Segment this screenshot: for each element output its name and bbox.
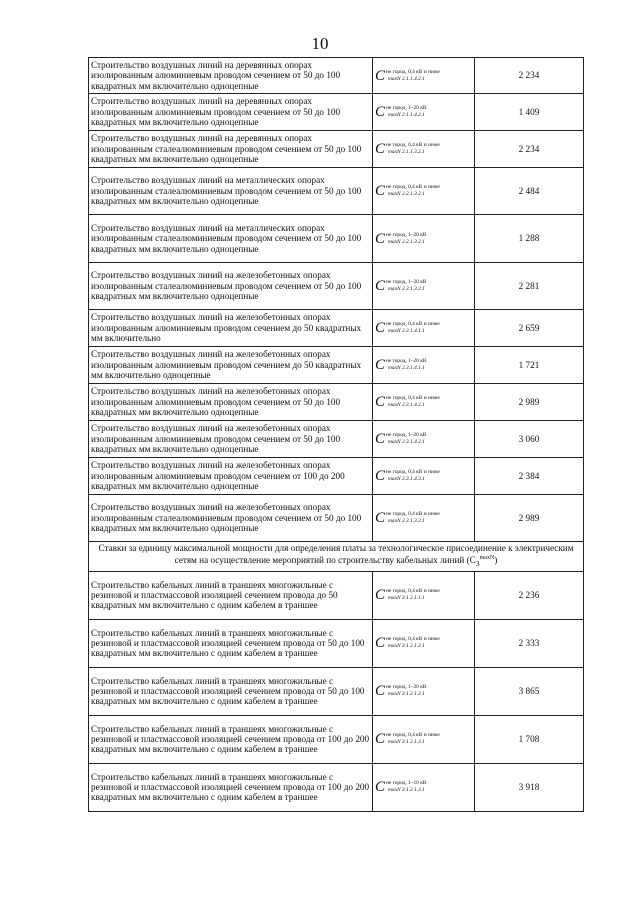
section-heading-row xyxy=(89,542,584,572)
rate-index: maxN 2.3.1.3.2.1 xyxy=(388,518,425,524)
rate-value: 1 708 xyxy=(475,715,584,763)
rate-index: maxN 2.2.1.3.2.1 xyxy=(388,238,425,245)
rate-condition: не город, 1–10 кВ xyxy=(386,780,427,787)
rate-value: 2 659 xyxy=(475,310,584,347)
rate-index: maxN 2.3.1.4.2.1 xyxy=(388,402,425,408)
rate-symbol: C xyxy=(375,731,386,747)
row-description: Строительство воздушных линий на деревянных опорах изолированным сталеалюминиевым проводом сечением от 50 до 100 квадратных мм включительно одноцепные xyxy=(89,131,373,168)
rate-code xyxy=(373,667,475,715)
rate-condition: не город, 0,4 кВ и ниже xyxy=(386,184,440,190)
table-row xyxy=(89,667,584,715)
rate-code xyxy=(373,715,475,763)
table-row xyxy=(89,168,584,215)
rate-symbol: C xyxy=(375,635,386,651)
rate-value: 2 989 xyxy=(475,495,584,542)
rate-condition: не город, 0,4 кВ и ниже xyxy=(386,321,440,327)
rate-value: 2 234 xyxy=(475,131,584,168)
rate-code-indices xyxy=(386,636,440,650)
rate-symbol: C xyxy=(375,509,386,526)
rate-code-indices xyxy=(386,358,426,372)
rate-condition: не город, 0,4 кВ и ниже xyxy=(386,68,440,75)
table-row xyxy=(89,763,584,811)
table-row xyxy=(89,715,584,763)
rate-index: maxN 2.3.1.3.2.1 xyxy=(388,286,425,292)
table-row xyxy=(89,571,584,619)
section-heading-close: ) xyxy=(494,555,498,566)
row-description: Строительство кабельных линий в траншеях многожильные с резиновой и пластмассовой изоляцией сечением провода от 50 до 100 квадратных мм включительно с одним кабелем в траншее xyxy=(89,667,373,715)
rate-code xyxy=(373,458,475,495)
rate-code-indices xyxy=(386,279,426,293)
rate-code xyxy=(373,384,475,421)
section-heading xyxy=(89,542,584,572)
rate-symbol: C xyxy=(375,779,386,795)
rate-index: maxN 3.1.2.1.2.1 xyxy=(388,691,425,698)
rate-code-indices xyxy=(386,732,440,746)
rate-code-indices xyxy=(386,184,440,198)
rate-value: 2 484 xyxy=(475,168,584,215)
rate-condition: не город, 0,4 кВ и ниже xyxy=(386,511,440,517)
rate-symbol: C xyxy=(375,393,386,410)
rate-code xyxy=(373,571,475,619)
rate-code-indices xyxy=(386,232,426,246)
table-row xyxy=(89,131,584,168)
rate-symbol: C xyxy=(375,182,386,199)
rate-index: maxN 2.3.1.4.3.1 xyxy=(388,476,425,482)
rate-condition: не город, 1–20 кВ xyxy=(386,432,427,438)
table-row xyxy=(89,495,584,542)
table-row xyxy=(89,384,584,421)
rate-code xyxy=(373,131,475,168)
rate-code xyxy=(373,310,475,347)
row-description: Строительство воздушных линий на деревянных опорах изолированным алюминиевым проводом сечением от 50 до 100 квадратных мм включительно одноцепные xyxy=(89,58,373,94)
row-description: Строительство воздушных линий на железобетонных опорах изолированным сталеалюминиевым проводом сечением от 50 до 100 квадратных мм включительно одноцепные xyxy=(89,263,373,310)
rate-symbol: C xyxy=(375,319,386,336)
table-row xyxy=(89,421,584,458)
table-row xyxy=(89,310,584,347)
row-description: Строительство воздушных линий на железобетонных опорах изолированным алюминиевым проводом сечением до 50 квадратных мм включительно одноцепные xyxy=(89,347,373,384)
rate-code-indices xyxy=(386,395,440,409)
row-description: Строительство воздушных линий на железобетонных опорах изолированным алюминиевым проводом сечением от 50 до 100 квадратных мм включительно одноцепные xyxy=(89,421,373,458)
rate-condition: не город, 0,4 кВ и ниже xyxy=(386,636,440,643)
row-description: Строительство кабельных линий в траншеях многожильные с резиновой и пластмассовой изоляцией сечением провода от 100 до 200 квадратных мм включительно с одним кабелем в траншее xyxy=(89,715,373,763)
row-description: Строительство воздушных линий на деревянных опорах изолированным алюминиевым проводом сечением от 50 до 100 квадратных мм включительно одноцепные xyxy=(89,94,373,131)
rates-table xyxy=(88,57,584,812)
rate-code xyxy=(373,495,475,542)
rate-value: 1 288 xyxy=(475,215,584,263)
rate-index: maxN 2.3.1.4.1.1 xyxy=(388,328,425,334)
rate-index: maxN 2.3.1.4.2.1 xyxy=(388,439,425,445)
rate-symbol: C xyxy=(375,103,386,120)
rate-value: 2 281 xyxy=(475,263,584,310)
table-row xyxy=(89,263,584,310)
table-row xyxy=(89,619,584,667)
rate-value: 2 333 xyxy=(475,619,584,667)
rate-code-indices xyxy=(386,321,440,335)
rate-code-indices xyxy=(386,105,426,119)
rate-symbol: C xyxy=(375,140,386,157)
rate-code-indices xyxy=(386,780,426,794)
rate-condition: не город, 0,4 кВ и ниже xyxy=(386,395,440,401)
table-row xyxy=(89,215,584,263)
rate-value: 3 918 xyxy=(475,763,584,811)
rate-code xyxy=(373,168,475,215)
row-description: Строительство воздушных линий на железобетонных опорах изолированным сталеалюминиевым проводом сечением от 50 до 100 квадратных мм включительно одноцепные xyxy=(89,495,373,542)
rate-code-indices xyxy=(386,588,440,602)
rate-code xyxy=(373,347,475,384)
rate-index: maxN 3.1.2.1.2.1 xyxy=(388,643,425,650)
rate-code xyxy=(373,421,475,458)
page-number: 10 xyxy=(311,34,329,53)
rate-condition: не город, 0,4 кВ и ниже xyxy=(386,469,440,475)
rate-index: maxN 3.1.2.1.1.1 xyxy=(388,595,425,602)
rate-value: 1 721 xyxy=(475,347,584,384)
rate-value: 3 060 xyxy=(475,421,584,458)
rate-index: maxN 2.1.1.4.2.1 xyxy=(388,75,425,82)
rate-condition: не город, 1–20 кВ xyxy=(386,279,427,285)
table-row xyxy=(89,58,584,94)
rate-index: maxN 3.1.2.1.3.1 xyxy=(388,787,425,794)
rate-condition: не город, 1–20 кВ xyxy=(386,684,427,691)
rate-code-indices xyxy=(386,684,426,698)
rate-symbol: C xyxy=(375,683,386,699)
rate-symbol: C xyxy=(375,67,386,84)
rate-index: maxN 2.1.1.3.2.1 xyxy=(388,149,425,155)
rate-code-indices xyxy=(386,142,440,156)
table-row xyxy=(89,94,584,131)
section-heading-sub: 3 xyxy=(475,559,480,569)
rate-value: 2 384 xyxy=(475,458,584,495)
row-description: Строительство кабельных линий в траншеях многожильные с резиновой и пластмассовой изоляцией сечением провода от 100 до 200 квадратных мм включительно с одним кабелем в траншее xyxy=(89,763,373,811)
rate-symbol: C xyxy=(375,587,386,603)
table-row xyxy=(89,347,584,384)
rate-condition: не город, 1–20 кВ xyxy=(386,358,427,364)
rate-condition: не город, 0,4 кВ и ниже xyxy=(386,732,440,739)
rate-index: maxN 2.2.1.3.2.1 xyxy=(388,191,425,197)
rate-symbol: C xyxy=(375,467,386,484)
rate-code-indices xyxy=(386,69,440,83)
rate-code xyxy=(373,94,475,131)
row-description: Строительство кабельных линий в траншеях многожильные с резиновой и пластмассовой изоляцией сечением провода до 50 квадратных мм включительно с одним кабелем в траншее xyxy=(89,571,373,619)
rate-condition: не город, 0,4 кВ и ниже xyxy=(386,588,440,595)
rate-condition: не город, 0,4 кВ и ниже xyxy=(386,142,440,148)
section-heading-text: Ставки за единицу максимальной мощности для определения платы за технологическое присоединение к электрическим сетям на осуществление мероприятий по строительству кабельных линий (C xyxy=(98,543,574,566)
rate-symbol: C xyxy=(375,430,386,447)
rate-code-indices xyxy=(386,469,440,483)
rate-code-indices xyxy=(386,432,426,446)
rate-value: 2 989 xyxy=(475,384,584,421)
row-description: Строительство воздушных линий на железобетонных опорах изолированным алюминиевым проводом сечением от 50 до 100 квадратных мм включительно одноцепные xyxy=(89,384,373,421)
rate-value: 3 865 xyxy=(475,667,584,715)
rate-index: maxN 3.1.2.1.3.1 xyxy=(388,739,425,746)
rate-condition: не город, 1–20 кВ xyxy=(386,231,427,238)
rate-value: 1 409 xyxy=(475,94,584,131)
row-description: Строительство кабельных линий в траншеях многожильные с резиновой и пластмассовой изоляцией сечением провода от 50 до 100 квадратных мм включительно с одним кабелем в траншее xyxy=(89,619,373,667)
rate-condition: не город, 1–20 кВ xyxy=(386,105,427,111)
rate-code xyxy=(373,263,475,310)
section-heading-sup: maxN xyxy=(479,555,495,562)
rate-code xyxy=(373,763,475,811)
row-description: Строительство воздушных линий на железобетонных опорах изолированным алюминиевым проводом сечением от 100 до 200 квадратных мм включительно одноцепные xyxy=(89,458,373,495)
rate-code xyxy=(373,58,475,94)
rate-value: 2 234 xyxy=(475,58,584,94)
rate-index: maxN 2.1.1.4.2.1 xyxy=(388,112,425,118)
row-description: Строительство воздушных линий на металлических опорах изолированным сталеалюминиевым проводом сечением от 50 до 100 квадратных мм включительно одноцепные xyxy=(89,168,373,215)
row-description: Строительство воздушных линий на металлических опорах изолированным сталеалюминиевым проводом сечением от 50 до 100 квадратных мм включительно одноцепные xyxy=(89,215,373,263)
rate-index: maxN 2.3.1.4.1.1 xyxy=(388,365,425,371)
rate-symbol: C xyxy=(375,277,386,294)
rate-value: 2 236 xyxy=(475,571,584,619)
rate-symbol: C xyxy=(375,356,386,373)
table-row xyxy=(89,458,584,495)
row-description: Строительство воздушных линий на железобетонных опорах изолированным алюминиевым проводом сечением до 50 квадратных мм включительно xyxy=(89,310,373,347)
rate-code xyxy=(373,619,475,667)
rate-code-indices xyxy=(386,511,440,525)
rate-symbol: C xyxy=(375,230,386,247)
rate-code xyxy=(373,215,475,263)
